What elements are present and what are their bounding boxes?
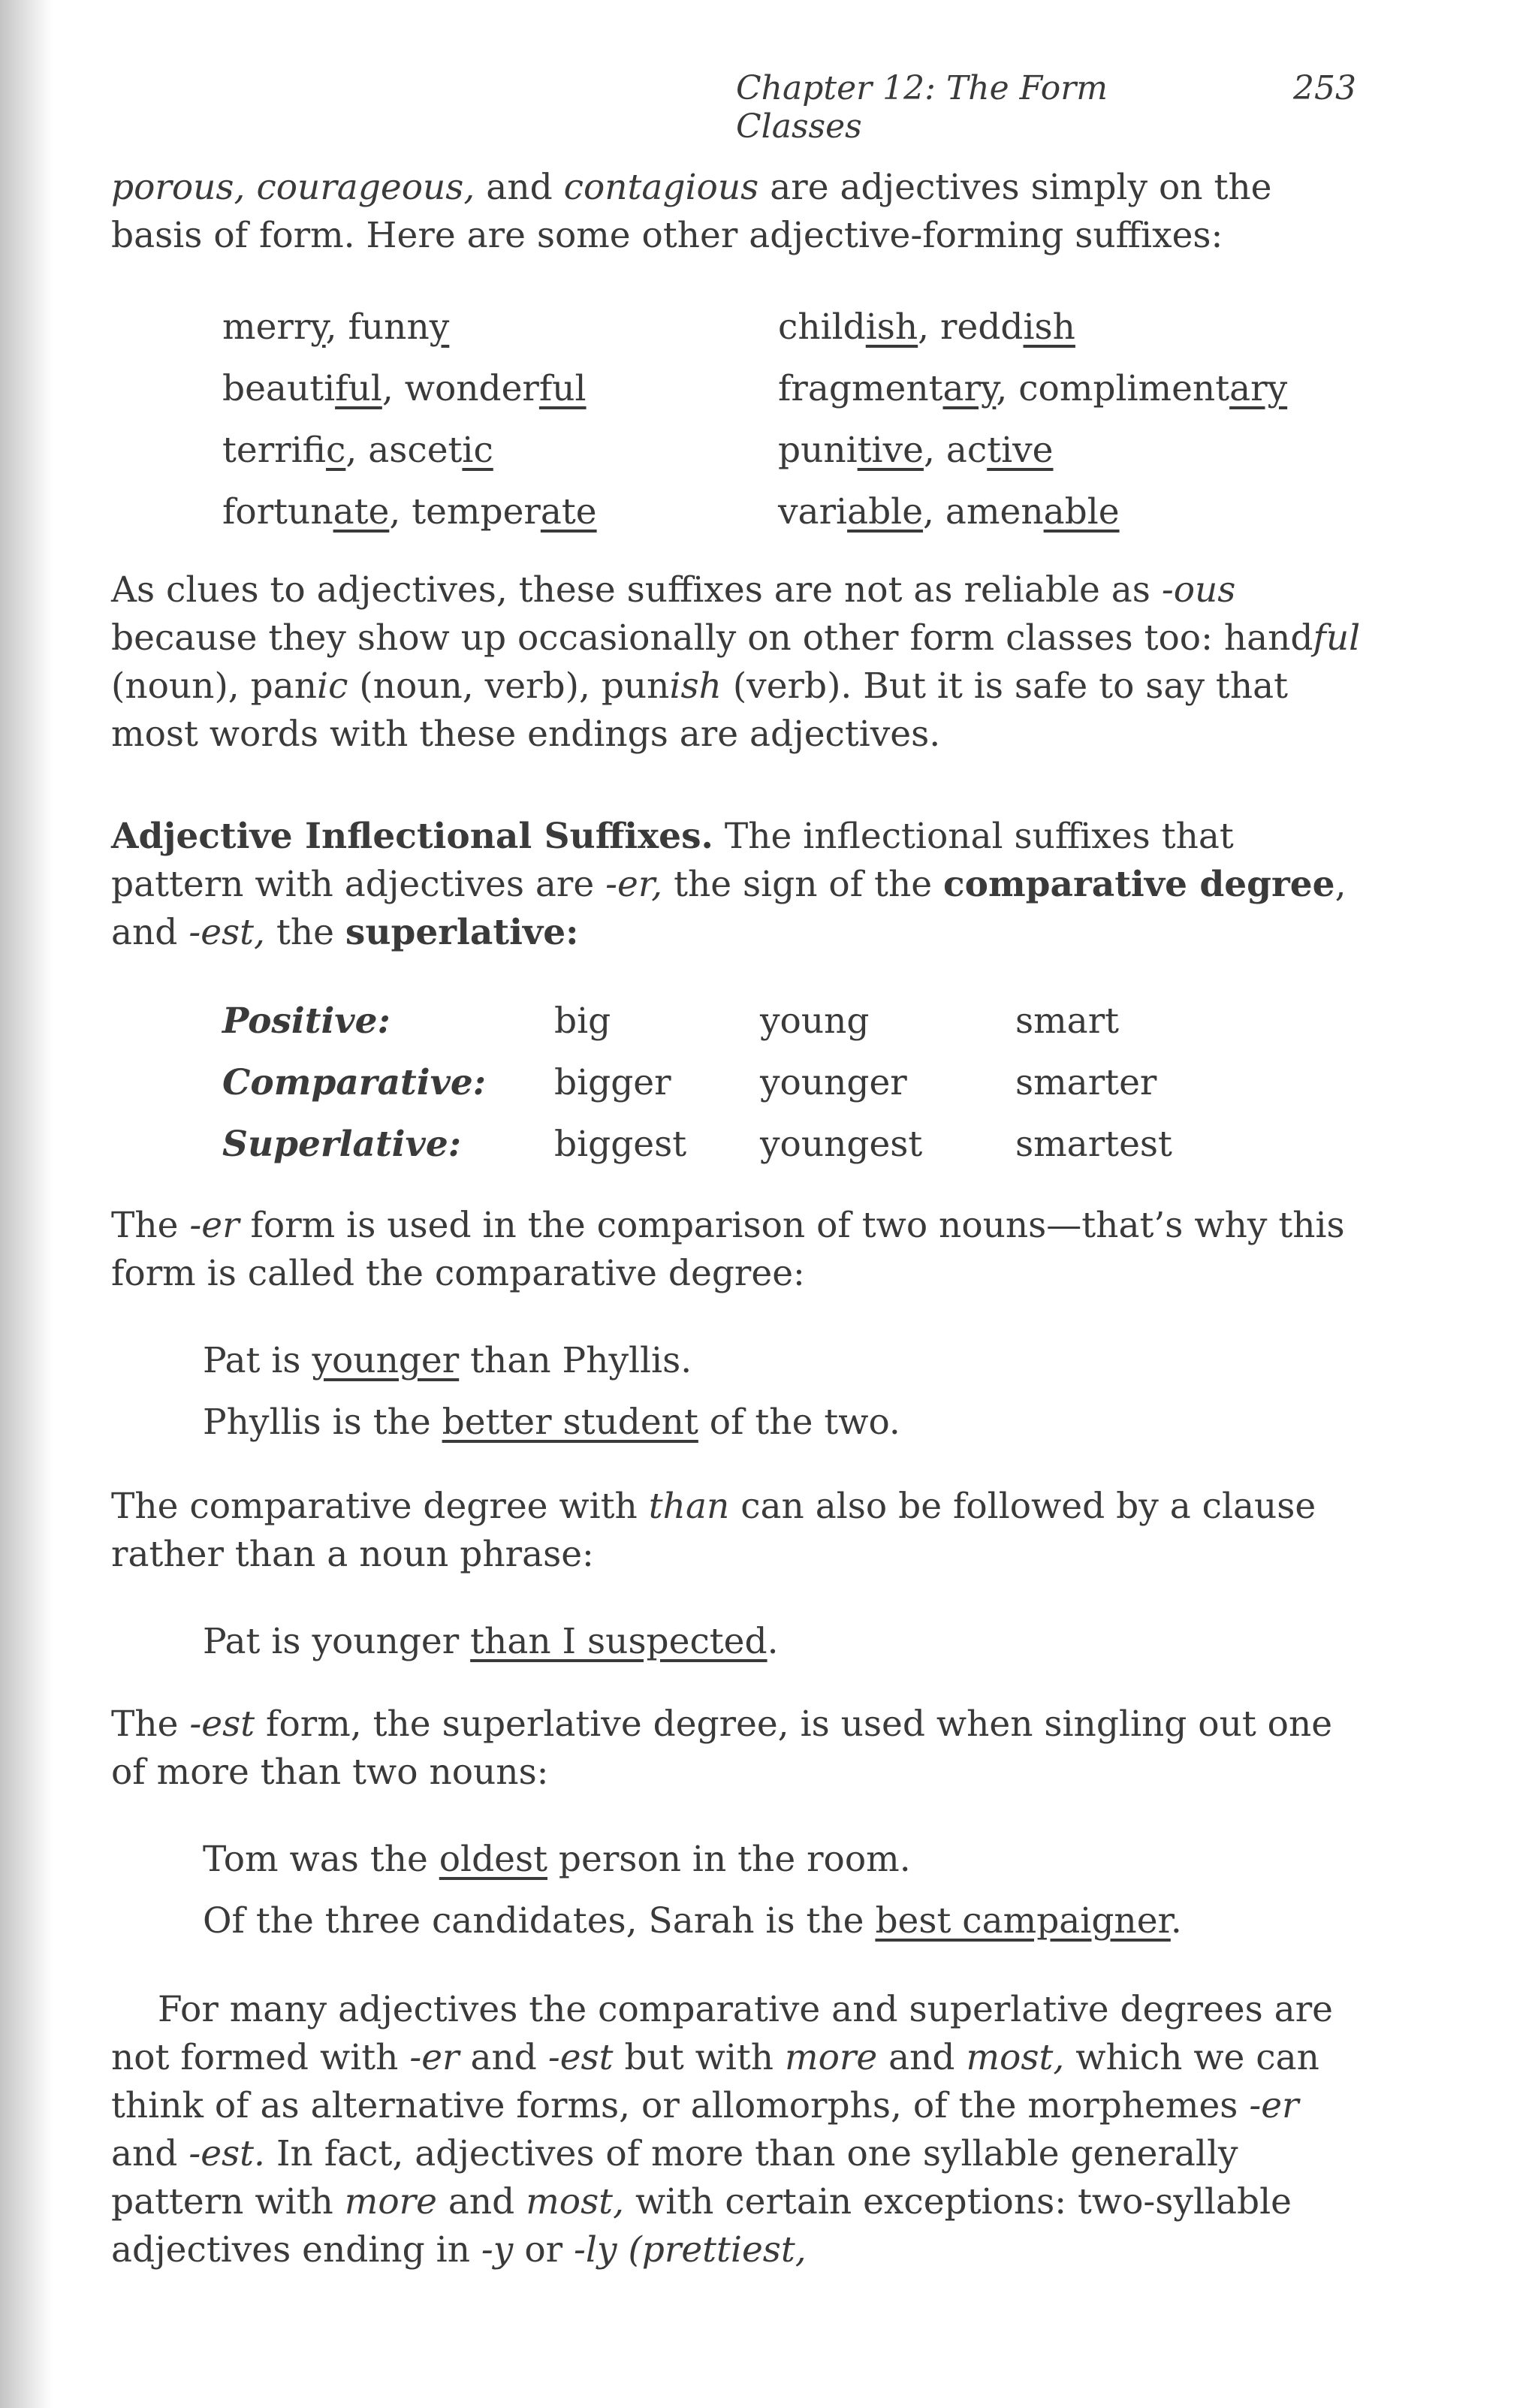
degree-label: Superlative: xyxy=(222,1124,462,1165)
text-span: most, xyxy=(966,2037,1065,2078)
text-span: terrif xyxy=(222,430,327,471)
text-span: able xyxy=(1043,491,1120,533)
text-span: contagious xyxy=(563,167,759,208)
text-span: -ly xyxy=(574,2229,617,2271)
suffix-example-right xyxy=(778,488,1120,536)
text-span: able xyxy=(847,491,924,533)
text-span: person in the room. xyxy=(547,1839,911,1880)
text-span: ate xyxy=(333,491,390,533)
text-span: fragment xyxy=(778,368,943,409)
text-span: ful xyxy=(538,368,587,409)
text-span: can also be followed by a clause rather than a noun phrase: xyxy=(111,1486,1316,1575)
text-span: than xyxy=(648,1486,730,1527)
text-span: because they show up occasionally on other form classes too: hand xyxy=(111,617,1313,659)
text-span: -y xyxy=(481,2229,514,2271)
text-span: , and xyxy=(111,864,1347,953)
text-span: -est xyxy=(189,1703,255,1745)
clues-paragraph xyxy=(111,566,1365,759)
text-span: -er xyxy=(1249,2085,1299,2126)
text-span: and xyxy=(486,167,553,208)
degree-cell: smart xyxy=(1015,1000,1120,1042)
text-span: form is used in the comparison of two nouns—that’s why this form is called the comparative degree: xyxy=(111,1205,1345,1294)
text-span: (prettiest, xyxy=(628,2229,807,2271)
suffix-example-left xyxy=(222,365,587,413)
text-span: comparative degree xyxy=(942,864,1335,905)
suffix-example-left xyxy=(222,427,493,475)
suffix-example-left xyxy=(222,303,449,352)
text-span: or xyxy=(524,2229,563,2271)
text-span: Pat is younger xyxy=(203,1621,471,1662)
text-span: oldest xyxy=(439,1839,547,1880)
text-span: For many adjectives the comparative and superlative degrees are not formed with xyxy=(111,1989,1333,2078)
text-span: ic xyxy=(462,430,493,471)
text-span: , temper xyxy=(389,491,541,533)
text-span: -ous xyxy=(1161,569,1236,611)
text-span: (noun), pan xyxy=(111,665,318,707)
text-span: -est xyxy=(547,2037,614,2078)
text-span: Phyllis is the xyxy=(203,1402,442,1443)
text-span: As clues to adjectives, these suffixes are not as reliable as xyxy=(111,569,1150,611)
text-span: more xyxy=(344,2181,437,2222)
degree-label: Comparative: xyxy=(222,1062,487,1103)
degree-cell: smartest xyxy=(1015,1124,1172,1165)
text-span: , ac xyxy=(923,430,988,471)
text-span: . xyxy=(1170,1900,1182,1942)
text-span: ary xyxy=(942,368,997,409)
text-span: ish xyxy=(1023,306,1075,348)
text-span: y xyxy=(310,306,326,348)
page-gutter-shadow xyxy=(0,0,53,2408)
than-clause-paragraph xyxy=(111,1483,1365,1579)
text-span: the xyxy=(276,912,334,953)
text-span: ary xyxy=(1229,368,1288,409)
text-span: the sign of the xyxy=(674,864,933,905)
er-form-paragraph xyxy=(111,1202,1365,1298)
text-span: ic xyxy=(317,665,348,707)
text-span: -er xyxy=(189,1205,240,1246)
text-span: and xyxy=(448,2181,515,2222)
text-span: , redd xyxy=(918,306,1024,348)
chapter-title: Chapter 12: The Form Classes xyxy=(736,69,1108,146)
text-span: , funn xyxy=(325,306,430,348)
text-span: puni xyxy=(778,430,858,471)
text-span: , amen xyxy=(923,491,1044,533)
example-sentence xyxy=(203,1618,779,1666)
section-heading: Adjective Inflectional Suffixes. xyxy=(111,816,713,857)
text-span: The xyxy=(111,1205,179,1246)
text-span: than I suspected xyxy=(470,1621,767,1662)
intro-paragraph xyxy=(111,164,1365,260)
inflectional-paragraph xyxy=(111,813,1365,957)
degree-cell: young xyxy=(760,1000,870,1042)
text-span: best campaigner xyxy=(875,1900,1171,1942)
degree-cell: younger xyxy=(760,1062,907,1103)
suffix-example-left xyxy=(222,488,597,536)
suffix-example-right xyxy=(778,303,1075,352)
text-span: , wonder xyxy=(381,368,539,409)
est-form-paragraph xyxy=(111,1700,1365,1797)
suffix-example-right xyxy=(778,365,1287,413)
text-span: -est, xyxy=(188,912,265,953)
text-span: In fact, adjectives of more than one syllable generally pattern with xyxy=(111,2133,1238,2222)
text-span: which we can think of as alternative forms, or allomorphs, of the morphemes xyxy=(111,2037,1319,2126)
example-sentence xyxy=(203,1836,911,1884)
allomorph-paragraph xyxy=(111,1986,1365,2274)
degree-cell: youngest xyxy=(760,1124,923,1165)
page-number: 253 xyxy=(1293,69,1356,107)
text-span: ful xyxy=(1313,617,1361,659)
degree-cell: big xyxy=(554,1000,611,1042)
text-span: Of the three candidates, Sarah is the xyxy=(203,1900,876,1942)
text-span: -est. xyxy=(188,2133,265,2174)
degree-label: Positive: xyxy=(222,1000,391,1042)
text-span: The inflectional suffixes that pattern with adjectives are xyxy=(111,816,1234,905)
text-span: ish xyxy=(865,306,918,348)
text-span: younger xyxy=(312,1340,460,1381)
text-span: -er, xyxy=(605,864,663,905)
example-sentence xyxy=(203,1399,900,1447)
suffix-example-right xyxy=(778,427,1054,475)
text-span: of the two. xyxy=(698,1402,900,1443)
text-span: ful xyxy=(335,368,382,409)
text-span: are adjectives simply on the basis of form. Here are some other adjective-forming suffixes: xyxy=(111,167,1272,256)
example-sentence xyxy=(203,1337,692,1385)
text-span: porous, xyxy=(111,167,246,208)
text-span: Pat is xyxy=(203,1340,312,1381)
text-span: and xyxy=(888,2037,955,2078)
text-span: and xyxy=(470,2037,537,2078)
text-span: (verb). But it is safe to say that most words with these endings are adjectives. xyxy=(111,665,1288,755)
text-span: The comparative degree with xyxy=(111,1486,638,1527)
text-span: but with xyxy=(624,2037,774,2078)
text-span: than Phyllis. xyxy=(459,1340,692,1381)
text-span: and xyxy=(111,2133,178,2174)
degree-cell: bigger xyxy=(554,1062,671,1103)
text-span: tive xyxy=(987,430,1054,471)
text-span: . xyxy=(767,1621,779,1662)
degree-cell: smarter xyxy=(1015,1062,1157,1103)
text-span: merr xyxy=(222,306,311,348)
text-span: The xyxy=(111,1703,179,1745)
text-span: -er xyxy=(409,2037,460,2078)
text-span: tive xyxy=(857,430,924,471)
text-span: fortun xyxy=(222,491,333,533)
text-span: superlative: xyxy=(345,912,579,953)
text-span: beauti xyxy=(222,368,336,409)
text-span: (noun, verb), pun xyxy=(359,665,670,707)
text-span: most, xyxy=(526,2181,625,2222)
text-span: ic xyxy=(326,430,346,471)
text-span: child xyxy=(778,306,866,348)
text-span: vari xyxy=(778,491,848,533)
text-span: courageous, xyxy=(256,167,475,208)
text-span: with certain exceptions: two-syllable adjectives ending in xyxy=(111,2181,1292,2271)
degree-cell: biggest xyxy=(554,1124,687,1165)
text-span: better student xyxy=(442,1402,698,1443)
text-span: y xyxy=(429,306,450,348)
text-span: form, the superlative degree, is used when singling out one of more than two nouns: xyxy=(111,1703,1333,1793)
text-span: , ascet xyxy=(345,430,463,471)
text-span: ish xyxy=(669,665,722,707)
text-span: more xyxy=(785,2037,878,2078)
text-span: ate xyxy=(540,491,597,533)
text-span: , compliment xyxy=(996,368,1230,409)
text-span: Tom was the xyxy=(203,1839,439,1880)
example-sentence xyxy=(203,1897,1182,1945)
